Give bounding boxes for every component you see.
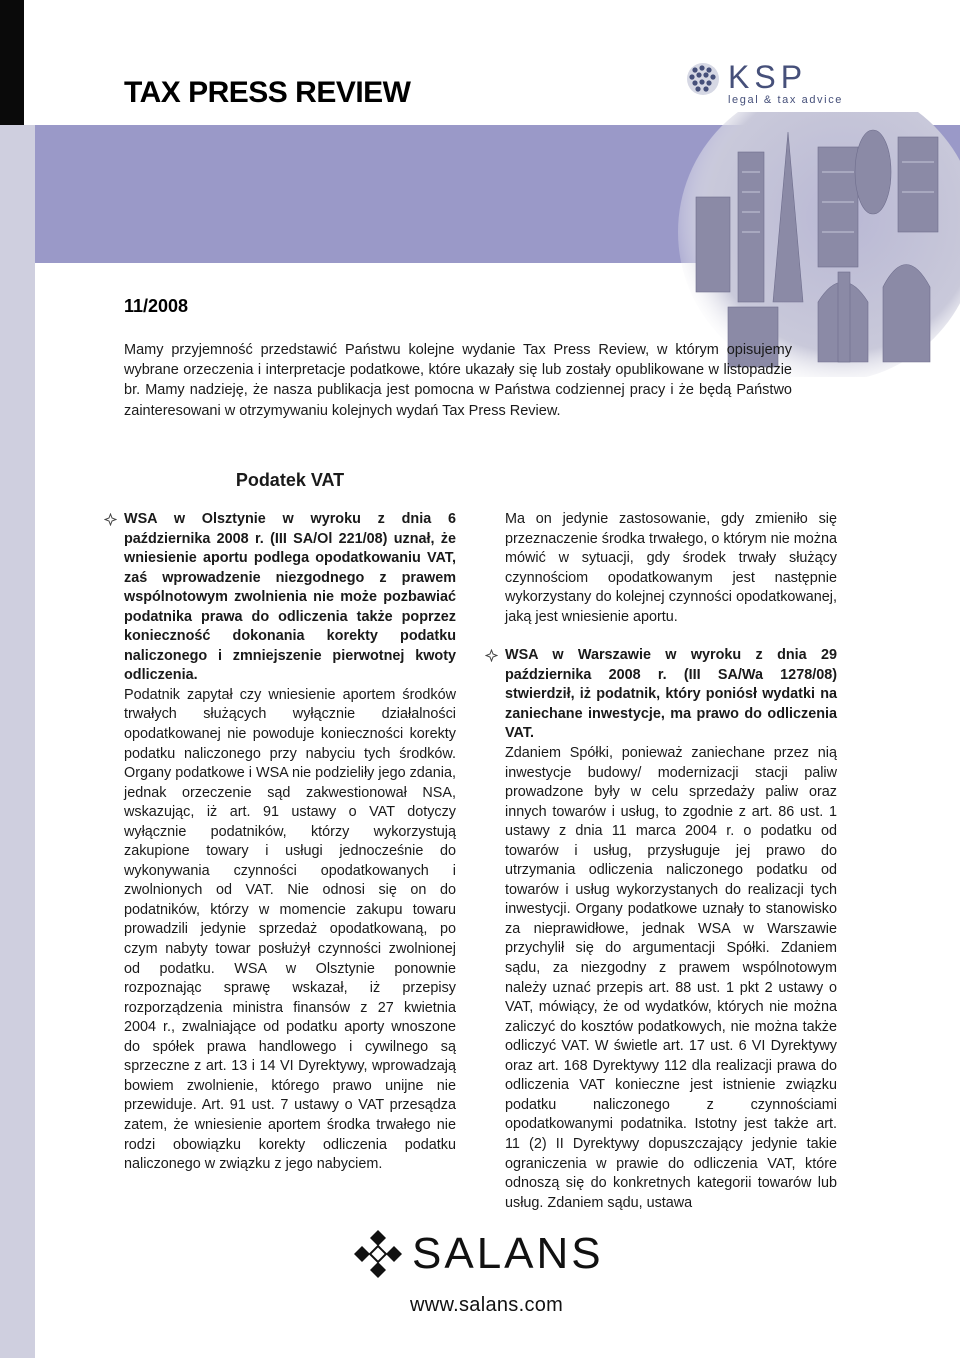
- diamond-bullet-icon: [485, 649, 498, 662]
- article-2-heading-date: WSA w Warszawie w wyroku z dnia 29 października 2008 r.: [505, 647, 837, 683]
- left-side-band: [0, 125, 35, 1358]
- article-1-heading-summary: (III SA/Ol 221/08) uznał, że wniesienie aportu podlega opodatkowaniu VAT, zaś wprowadzenie niezgodnego z prawem wspólnotowym zwolnienia nie może pozbawiać podatnika prawa do odliczenia także poprzez konieczność dokonania korekty podatku naliczonego i zmniejszenie pierwotnej kwoty odliczenia.: [124, 530, 456, 684]
- footer-url[interactable]: www.salans.com: [410, 1294, 564, 1316]
- globe-icon: [686, 62, 720, 96]
- ksp-logo: [686, 59, 844, 108]
- article-1-body: Podatnik zapytał czy wniesienie aportem środków trwałych służących wyłącznie działalności opodatkowanej nie powoduje konieczności korekty podatku naliczonego przy nabyciu tych środków. Organy podatkowe i WSA nie podzieliły jego zdania, jednak orzeczenie sąd zakwestionował NSA, wskazując, iż art. 91 ustawy o VAT dotyczy wyłącznie podatników, którzy wykorzystują zakupione towary i usługi jednocześnie do wykonywania czynności opodatkowanych i zwolnionych od VAT. Nie odnosi się on do podatników, którzy w momencie zakupu towaru prowadzili jedynie sprzedaż opodatkowaną, po czym nabyty towar posłużył czynności zwolnionej od podatku. WSA w Olsztynie ponownie rozpoznając sprawę wskazał, iż przepisy rozporządzenia ministra finansów z 27 kwietnia 2004 r., zwalniające od podatku aporty wnoszone do spółek prawa handlowego i cywilnego są sprzeczne z art. 13 i 14 VI Dyrektywy, wprowadzają bowiem zwolnienie, którego prawo unijne nie przewiduje. Art. 91 ust. 7 ustawy o VAT przesądza zatem, że wniesienie aportem środka trwałego nie rodzi obowiązku korekty odliczenia podatku naliczonego w związku z jego nabyciem.: [124, 686, 456, 1173]
- logo-tagline: legal & tax advice: [728, 94, 844, 106]
- article-2-heading-summary: (III SA/Wa 1278/08) stwierdził, iż podatnik, który poniósł wydatki na zaniechane inwestycje, ma prawo do odliczenia VAT.: [505, 666, 837, 742]
- page-title: TAX PRESS REVIEW: [124, 76, 411, 109]
- salans-logo: [352, 1226, 612, 1282]
- article-gap: [505, 627, 837, 646]
- article-1: [124, 510, 456, 686]
- diamond-lattice-icon: [352, 1228, 404, 1280]
- architecture-collage: [668, 112, 960, 377]
- right-column: [505, 510, 837, 1213]
- issue-number: 11/2008: [124, 296, 189, 316]
- article-1-heading-date: WSA w Olsztynie w wyroku z dnia 6 października 2008 r.: [124, 511, 456, 547]
- salans-wordmark: SALANS: [412, 1229, 604, 1278]
- section-title: Podatek VAT: [235, 470, 345, 490]
- diamond-bullet-icon: [104, 513, 117, 526]
- logo-name: KSP: [728, 59, 808, 95]
- header-black-bar: [0, 0, 24, 125]
- article-2-body: Zdaniem Spółki, ponieważ zaniechane przez nią inwestycje budowy/ modernizacji stacji paliw prowadzone były w celu sprzedaży paliw oraz innych towarów i usług, to zgodnie z art. 86 ust. 1 ustawy z dnia 11 marca 2004 r. o podatku od towarów i usług, przysługuje jej prawo do utrzymania odliczenia naliczonego podatku od towarów i usług wykorzystanych do realizacji tych inwestycji. Organy podatkowe uznały to stanowisko za nieprawidłowe, jednak WSA w Warszawie przychylił się do argumentacji Spółki. Zdaniem sądu, za niezgodny z prawem wspólnotowym należy uznać przepis art. 88 ust. 1 pkt 2 ustawy o VAT, mówiący, że od wydatków, których nie można zaliczyć do kosztów podatkowych, nie można także odliczyć VAT. W świetle art. 17 ust. 6 VI Dyrektywy oraz art. 168 Dyrektywy 112 dla realizacji prawa do odliczenia VAT konieczne jest istnienie związku podatku naliczonego z czynnościami opodatkowanymi podatnika. Istotny jest także art. 11 (2) II Dyrektywy dopuszczający jedynie takie ograniczenia w prawie do odliczenia VAT, które odnoszą się do konkretnych kategorii towarów lub usług. Zdaniem sądu, ustawa: [505, 745, 837, 1211]
- article-1-body-continued: Ma on jedynie zastosowanie, gdy zmieniło się przeznaczenie środka trwałego, o którym nie można mówić w sytuacji, gdy środek trwały służący czynnościom opodatkowanym jest następnie wykorzystany do kolejnej czynności opodatkowanej, jaką jest wniesienie aportu.: [505, 511, 837, 625]
- left-column: [124, 510, 456, 1175]
- article-2: [505, 646, 837, 744]
- intro-paragraph: Mamy przyjemność przedstawić Państwu kolejne wydanie Tax Press Review, w którym opisujemy wybrane orzeczenia i interpretacje podatkowe, które ukazały się lub zostały opublikowane w listopadzie br. Mamy nadzieję, że nasza publikacja jest pomocna w Państwa codziennej pracy i że będą Państwo zainteresowani w otrzymywaniu kolejnych wydań Tax Press Review.: [124, 342, 792, 419]
